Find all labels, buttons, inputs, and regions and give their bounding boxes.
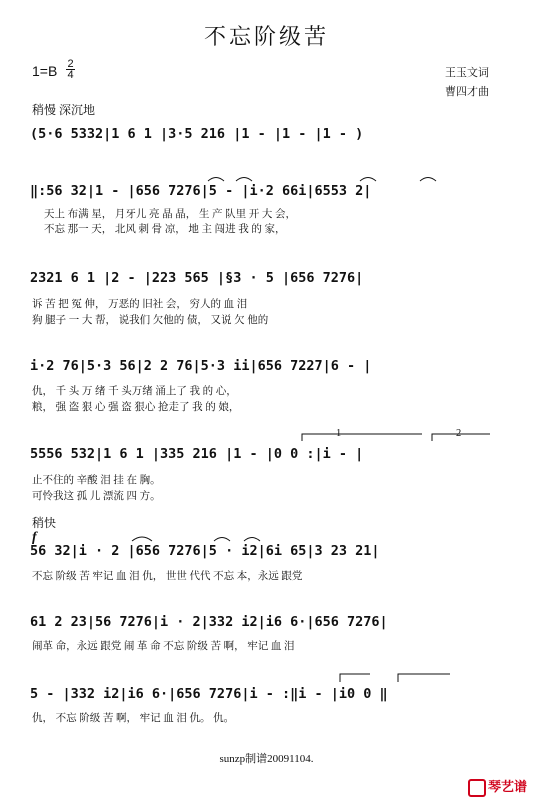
lyric-line-6: 不忘 阶级 苦 牢记 血 泪 仇， 世世 代代 不忘 本，永远 跟党 xyxy=(32,571,303,582)
site-logo xyxy=(468,776,527,797)
notation-line-5: 5556 532|1 6 1 |335 216 |1 - |0 0 :|i - | xyxy=(30,446,364,462)
notation-line-2: ‖:56 32|1 - |656 7276|5 - |i·2 66i|6553 2| xyxy=(30,183,372,199)
time-signature-bottom: 4 xyxy=(67,69,74,81)
lyric-line-3-verse-1: 诉 苦 把 冤 伸， 万恶的 旧社 会， 穷人的 血 泪 xyxy=(32,299,248,310)
composer-credit: 曹四才曲 xyxy=(445,86,489,98)
volta-1-bracket xyxy=(302,434,422,441)
time-signature xyxy=(66,59,75,80)
notation-line-1: (5·6 5332|1 6 1 |3·5 216 |1 - |1 - |1 - ) xyxy=(30,126,364,142)
notation-line-4: i·2 76|5·3 56|2 2 76|5·3 ii|656 7227|6 - | xyxy=(30,358,372,374)
tie-arc xyxy=(420,178,436,182)
lyric-line-3-verse-2: 狗 腿子 一 大 帮， 说我们 欠他的 债， 又说 欠 他的 xyxy=(32,315,269,326)
notation-line-7: 61 2 23|56 7276|i · 2|332 i2|i6 6·|656 7276| xyxy=(30,614,388,630)
tie-arc xyxy=(236,178,252,182)
time-signature-top: 2 xyxy=(67,58,74,70)
notation-line-3: 2321 6 1 |2 - |223 565 |§3 · 5 |656 7276| xyxy=(30,270,364,286)
lyricist-credit: 王玉文词 xyxy=(445,67,489,79)
tie-arc xyxy=(132,537,152,541)
notation-line-8: 5 - |332 i2|i6 6·|656 7276|i - :‖i - |i0 0 ‖ xyxy=(30,686,388,702)
page-title: 不忘阶级苦 xyxy=(203,24,329,49)
repeat-bracket xyxy=(398,674,450,682)
lyric-line-4-verse-1: 仇， 千 头 万 绪 千 头万绪 涌上了 我 的 心， xyxy=(32,386,237,397)
repeat-bracket xyxy=(340,674,370,682)
site-logo-label: 琴艺谱 xyxy=(487,779,527,794)
volta-2-label: 2 xyxy=(456,428,462,439)
notation-line-6: 56 32|i · 2 |656 7276|5 · i2|6i 65|3 23 21| xyxy=(30,543,380,559)
tempo-mark-faster: 稍快 xyxy=(32,516,57,530)
lyric-line-2-verse-1: 天上 布满 星， 月牙儿 亮 晶 晶， 生 产 队里 开 大 会， xyxy=(44,209,296,220)
lyric-line-2-verse-2: 不忘 那一 天， 北风 刺 骨 凉， 地 主 闯进 我 的 家， xyxy=(44,224,286,235)
lyric-line-7: 闹革 命，永远 跟党 闹 革 命 不忘 阶级 苦 啊， 牢记 血 泪 xyxy=(32,641,295,652)
tempo-mark-slow: 稍慢 深沉地 xyxy=(32,103,96,117)
lyric-line-8: 仇， 不忘 阶级 苦 啊， 牢记 血 泪 仇。 仇。 xyxy=(32,713,235,724)
tie-arc xyxy=(208,178,224,182)
tie-arc xyxy=(214,538,230,542)
key-signature: 1=B xyxy=(32,63,58,79)
tie-arc xyxy=(244,538,260,542)
lyric-line-5-verse-2: 可怜我这 孤 儿 漂流 四 方。 xyxy=(32,491,161,502)
lyric-line-4-verse-2: 粮， 强 盗 狠 心 强 盗 狠心 抢走了 我 的 娘， xyxy=(32,402,240,413)
dynamic-forte: f xyxy=(32,530,37,545)
tie-arc xyxy=(360,178,376,182)
transcriber-footer: sunzp制谱20091104. xyxy=(219,753,314,765)
logo-icon xyxy=(468,779,486,797)
lyric-line-5-verse-1: 止不住的 辛酸 泪 挂 在 胸。 xyxy=(32,475,161,486)
volta-1-label: 1 xyxy=(336,428,342,439)
